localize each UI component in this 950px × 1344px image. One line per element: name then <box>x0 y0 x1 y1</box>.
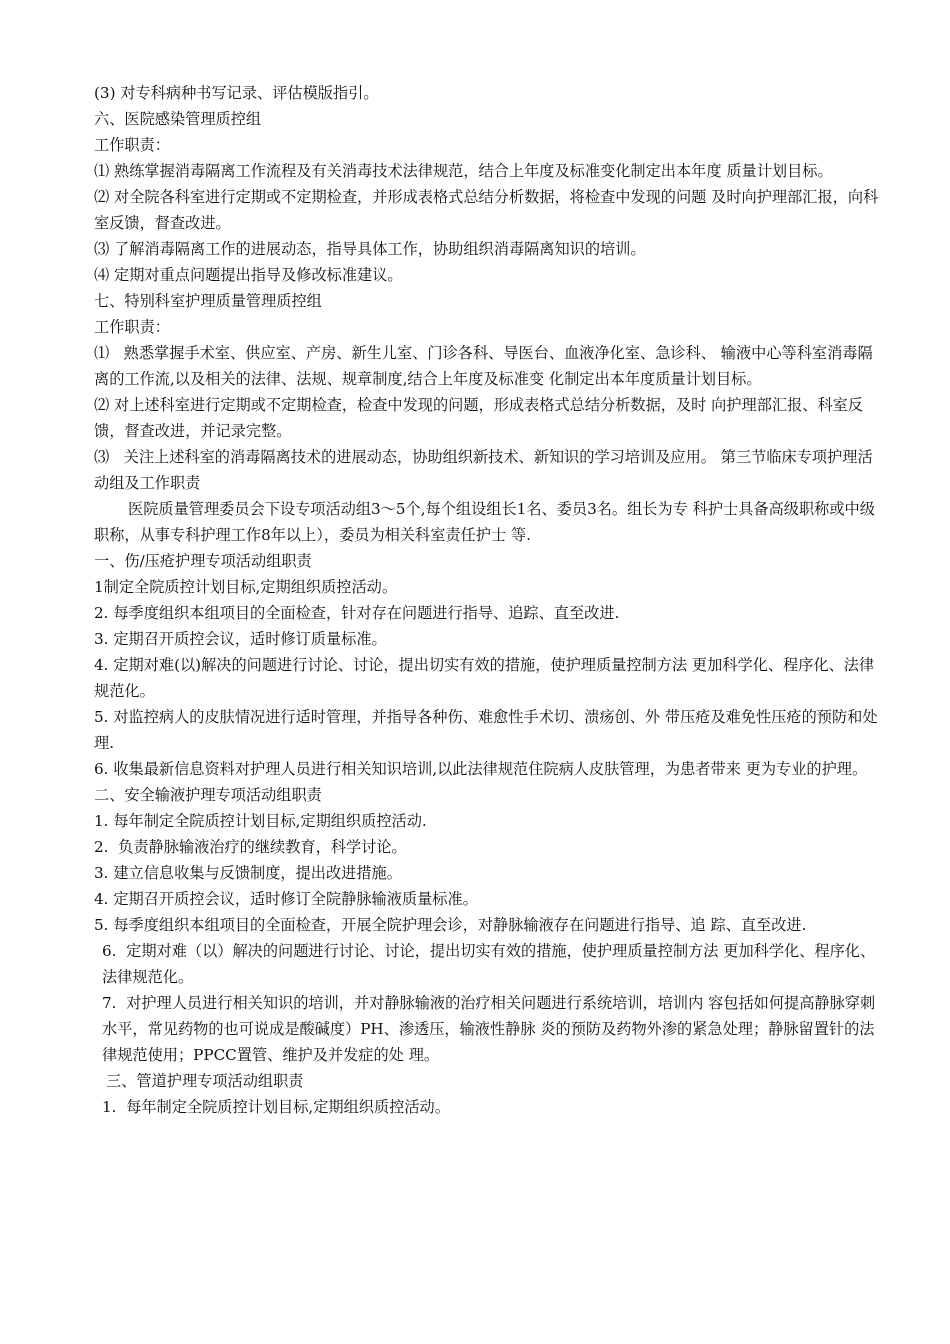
infusion-item-4: 4. 定期召开质控会议，适时修订全院静脉输液质量标准。 <box>94 890 478 908</box>
tube-care-item-1: 1. 每年制定全院质控计划目标,定期组织质控活动。 <box>102 1098 450 1116</box>
section-6-item-1: ⑴ 熟练掌握消毒隔离工作流程及有关消毒技术法律规范，结合上年度及标准变化制定出本年度 质量计划目标。 <box>94 162 833 180</box>
item-3-template-guide: (3) 对专科病种书写记录、评估模版指引。 <box>94 84 379 102</box>
pressure-ulcer-item-2: 2. 每季度组织本组项目的全面检查，针对存在问题进行指导、追踪、直至改进. <box>94 604 620 622</box>
section-7-item-3: ⑶ 关注上述科室的消毒隔离技术的进展动态，协助组织新技术、新知识的学习培训及应用。 第三节临床专项护理活动组及工作职责 <box>94 448 873 492</box>
tube-care-group-heading: 三、管道护理专项活动组职责 <box>106 1072 304 1090</box>
section-6-item-3: ⑶ 了解消毒隔离工作的进展动态，指导具体工作，协助组织消毒隔离知识的培训。 <box>94 240 646 258</box>
section-6-item-4: ⑷ 定期对重点问题提出指导及修改标准建议。 <box>94 266 403 284</box>
pressure-ulcer-item-3: 3. 定期召开质控会议，适时修订质量标准。 <box>94 630 387 648</box>
section-6-heading: 六、医院感染管理质控组 <box>94 110 262 128</box>
pressure-ulcer-item-4: 4. 定期对难(以)解决的问题进行讨论、讨论，提出切实有效的措施，使护理质量控制方法 更加科学化、程序化、法律规范化。 <box>94 656 875 700</box>
pressure-ulcer-item-1: 1制定全院质控计划目标,定期组织质控活动。 <box>94 578 398 596</box>
infusion-item-6: 6. 定期对难（以）解决的问题进行讨论、讨论，提出切实有效的措施，使护理质量控制方法 更加科学化、程序化、法律规范化。 <box>102 942 876 986</box>
duties-label: 工作职责： <box>94 136 170 154</box>
section-6-item-2: ⑵ 对全院各科室进行定期或不定期检查，并形成表格式总结分析数据，将检查中发现的问题 及时向护理部汇报，向科室反馈，督查改进。 <box>94 188 879 232</box>
section-7-heading: 七、特别科室护理质量管理质控组 <box>94 292 322 310</box>
duties-label: 工作职责： <box>94 318 170 336</box>
infusion-item-2: 2. 负责静脉输液治疗的继续教育，科学讨论。 <box>94 838 407 856</box>
pressure-ulcer-item-6: 6. 收集最新信息资料对护理人员进行相关知识培训,以此法律规范住院病人皮肤管理，为患者带来 更为专业的护理。 <box>94 760 868 778</box>
pressure-ulcer-item-5: 5. 对监控病人的皮肤情况进行适时管理，并指导各种伤、难愈性手术切、溃疡创、外 带压疮及难免性压疮的预防和处理. <box>94 708 878 752</box>
section-7-item-2: ⑵ 对上述科室进行定期或不定期检查，检查中发现的问题，形成表格式总结分析数据，及时 向护理部汇报、科室反馈，督查改进，并记录完整。 <box>94 396 864 440</box>
document-page <box>94 80 886 1120</box>
committee-paragraph: 医院质量管理委员会下设专项活动组3〜5个,每个组设组长1名、委员3名。组长为专 科护士具备高级职称或中级职称，从事专科护理工作8年以上），委员为相关科室责任护士 等. <box>94 500 875 544</box>
infusion-item-5: 5. 每季度组织本组项目的全面检查，开展全院护理会诊，对静脉输液存在问题进行指导、追 踪、直至改进. <box>94 916 807 934</box>
pressure-ulcer-group-heading: 一、伤/压疮护理专项活动组职责 <box>94 552 312 570</box>
infusion-item-1: 1. 每年制定全院质控计划目标,定期组织质控活动. <box>94 812 427 830</box>
infusion-group-heading: 二、安全输液护理专项活动组职责 <box>94 786 322 804</box>
infusion-item-3: 3. 建立信息收集与反馈制度，提出改进措施。 <box>94 864 402 882</box>
infusion-item-7: 7. 对护理人员进行相关知识的培训，并对静脉输液的治疗相关问题进行系统培训，培训内 容包括如何提高静脉穿刺水平，常见药物的也可说成是酸碱度）PH、渗透压，输液性静脉 炎的预防及药物外渗的紧急处理；静脉留置针的法律规范使用；PPCC置管、维护及并发症的处 理。 <box>102 994 876 1064</box>
section-7-item-1: ⑴ 熟悉掌握手术室、供应室、产房、新生儿室、门诊各科、导医台、血液净化室、急诊科、 输液中心等科室消毒隔离的工作流,以及相关的法律、法规、规章制度,结合上年度及标准变 化制定出本年度质量计划目标。 <box>94 344 873 388</box>
